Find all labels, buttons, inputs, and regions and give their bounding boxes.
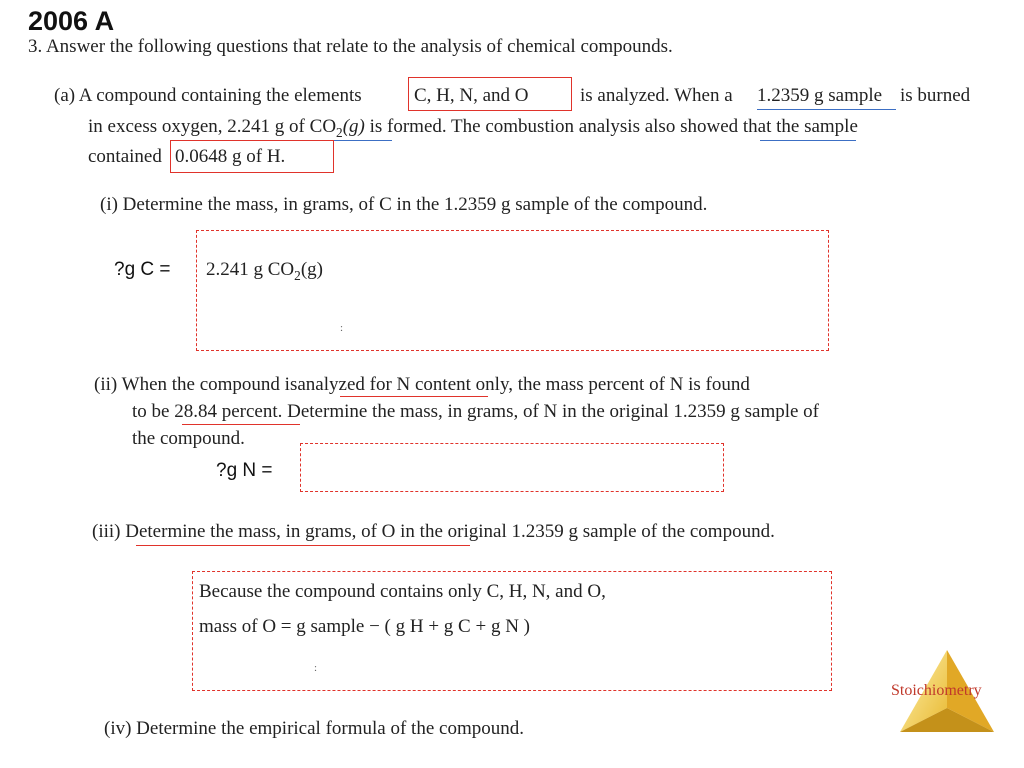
part-a-l2-pre: in excess (88, 116, 158, 137)
part-a-l1-pre: A compound containing the elements (78, 85, 362, 106)
part-a-l2-oxy: oxygen, 2.241 g of (161, 116, 305, 137)
stoichiometry-label: Stoichiometry (891, 682, 982, 699)
part-ii-l2-pre: to be (132, 401, 170, 422)
question-intro-text: Answer the following questions that relate to the analysis of chemical compounds. (45, 36, 673, 57)
analyzed-underline (340, 396, 488, 397)
part-a-l2-showed: showed that the sample (680, 116, 858, 137)
carbon-work-text: 2.241 g $CO_2(g)$ (206, 259, 323, 283)
part-ii-l2-post: . Determine the mass, in grams, of N in the original 1.2359 g sample of (277, 401, 820, 422)
part-a-sample-mass: 1.2359 g sample (757, 85, 883, 106)
part-iv-text: (iv) Determine the empirical formula of the compound. (104, 718, 524, 739)
part-ii-label: (ii) (94, 374, 118, 395)
part-ii-l1-post: content only, the mass percent of N is found (415, 374, 750, 395)
nitrogen-work-box[interactable] (300, 443, 724, 492)
part-ii-l1-pre: When the compound is (121, 374, 298, 395)
part-ii-line-3: the compound. (132, 428, 245, 449)
part-a-h-mass: 0.0648 g of H. (175, 146, 286, 167)
part-a-label: (a) (54, 85, 76, 106)
carbon-work-box[interactable] (196, 230, 829, 351)
part-a-line-1 (54, 85, 362, 107)
part-ii-line-1 (94, 374, 750, 396)
slide-title: 2006 A (28, 6, 115, 36)
showed-underline (760, 140, 856, 141)
question-intro (28, 36, 673, 58)
part-iii-label: (iii) (92, 521, 121, 542)
stray-mark: : (340, 322, 344, 334)
part-a-l1-post: is burned (900, 85, 971, 106)
nitrogen-answer-label: ?g N = (216, 460, 273, 481)
part-a-l1-mid: is analyzed. When a (580, 85, 733, 106)
part-a-l2-formed: is formed. The combustion analysis also (369, 116, 676, 137)
percent-underline (182, 424, 300, 425)
part-a-l3-pre: contained (88, 146, 162, 167)
part-i-text: (i) Determine the mass, in grams, of C in the 1.2359 g sample of the compound. (100, 194, 708, 215)
oxygen-box-line-1: Because the compound contains only C, H, N, and O, (199, 581, 606, 602)
part-ii-l2-ul: 28.84 percent (174, 401, 278, 422)
part-iii-post: in the original 1.2359 g sample of the compound. (400, 521, 775, 542)
oxygen-box-line-2: mass of O = g sample − ( g H + g C + g N ) (199, 616, 530, 637)
sample-mass-underline (757, 109, 896, 110)
carbon-answer-label: ?g C = (114, 259, 171, 280)
oxygen-underline (136, 545, 470, 546)
part-iii-line (92, 521, 775, 543)
part-a-elements: C, H, N, and O (414, 85, 529, 106)
question-number: 3. (28, 36, 43, 57)
part-iii-ul: Determine the mass, in grams, of O (125, 521, 396, 542)
part-ii-l1-ul: analyzed for N (297, 374, 411, 395)
co2-formula: $CO_2(g)$ (309, 116, 365, 140)
stray-mark-2: : (314, 662, 318, 674)
part-a-line-2 (88, 116, 858, 141)
part-ii-line-2 (132, 401, 819, 423)
